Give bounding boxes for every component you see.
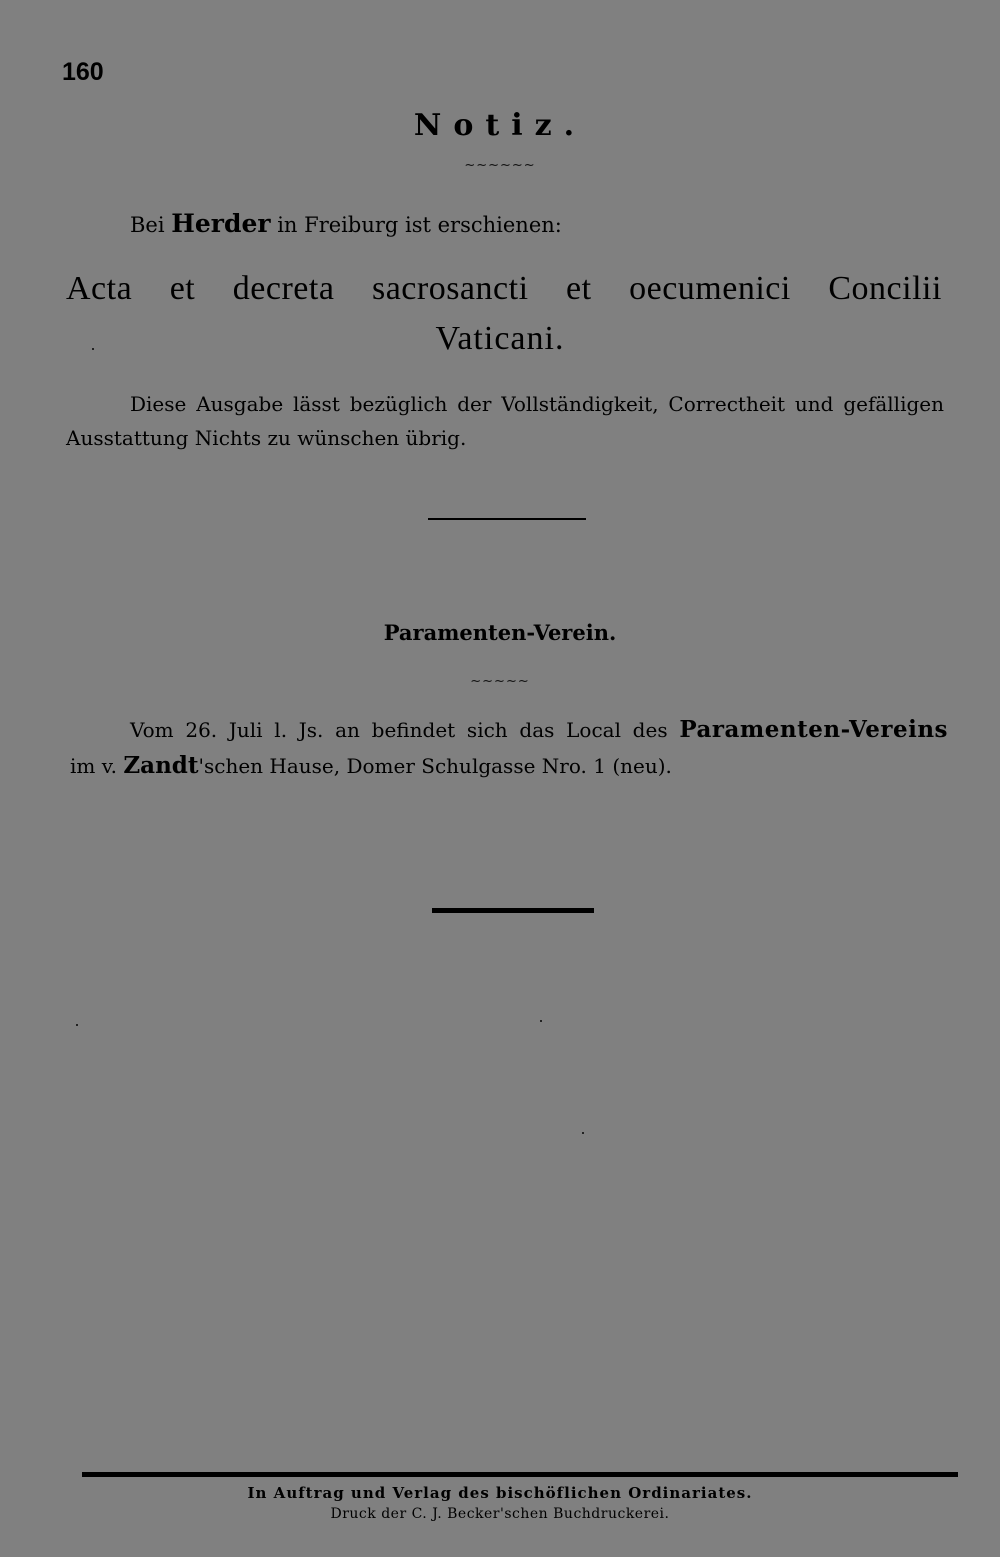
- section-divider-thick: [432, 908, 594, 913]
- print-speck: [582, 1132, 584, 1134]
- page-number: 160: [62, 58, 104, 86]
- verein-name: Paramenten-Vereins: [679, 716, 948, 743]
- verein-text: Vom 26. Juli l. Js. an befindet sich das Local des: [130, 718, 668, 742]
- verein-text-line: [130, 716, 948, 743]
- notiz-heading: Notiz.: [413, 108, 587, 143]
- title-word: et: [566, 270, 592, 307]
- description-line: Diese Ausgabe lässt bezüglich der Vollständigkeit, Correctheit und gefälligen: [130, 392, 944, 416]
- title-word: et: [169, 270, 196, 307]
- verein-heading: Paramenten-Verein.: [383, 620, 617, 645]
- book-title-line2: Vaticani.: [435, 320, 565, 357]
- print-speck: [76, 1024, 78, 1026]
- publisher-name: Herder: [171, 209, 271, 238]
- title-word: decreta: [232, 270, 335, 307]
- title-word: Concilii: [828, 270, 942, 307]
- herder-prefix: Bei: [130, 213, 165, 237]
- footer-rule: [82, 1472, 958, 1477]
- herder-announcement: [130, 209, 562, 238]
- verein-text: im v.: [70, 754, 118, 778]
- print-speck: [92, 348, 94, 350]
- family-name: Zandt: [123, 752, 199, 779]
- verein-text: 'schen Hause, Domer Schulgasse Nro. 1 (neu).: [198, 754, 672, 778]
- description-line: Ausstattung Nichts zu wünschen übrig.: [66, 426, 467, 450]
- print-speck: [540, 1020, 542, 1022]
- verein-text-line: [70, 752, 672, 779]
- title-word: oecumenici: [629, 270, 791, 307]
- ornament-divider: ~~~~~~: [464, 158, 536, 173]
- book-title-line1: [66, 270, 942, 308]
- ornament-divider: ~~~~~: [470, 674, 530, 689]
- herder-suffix: in Freiburg ist erschienen:: [277, 213, 562, 237]
- section-divider: [428, 518, 586, 520]
- footer-printer: Druck der C. J. Becker'schen Buchdruckerei.: [330, 1506, 670, 1522]
- title-word: sacrosancti: [371, 270, 529, 307]
- footer-publisher: In Auftrag und Verlag des bischöflichen Ordinariates.: [247, 1484, 753, 1502]
- title-word: Acta: [66, 270, 133, 307]
